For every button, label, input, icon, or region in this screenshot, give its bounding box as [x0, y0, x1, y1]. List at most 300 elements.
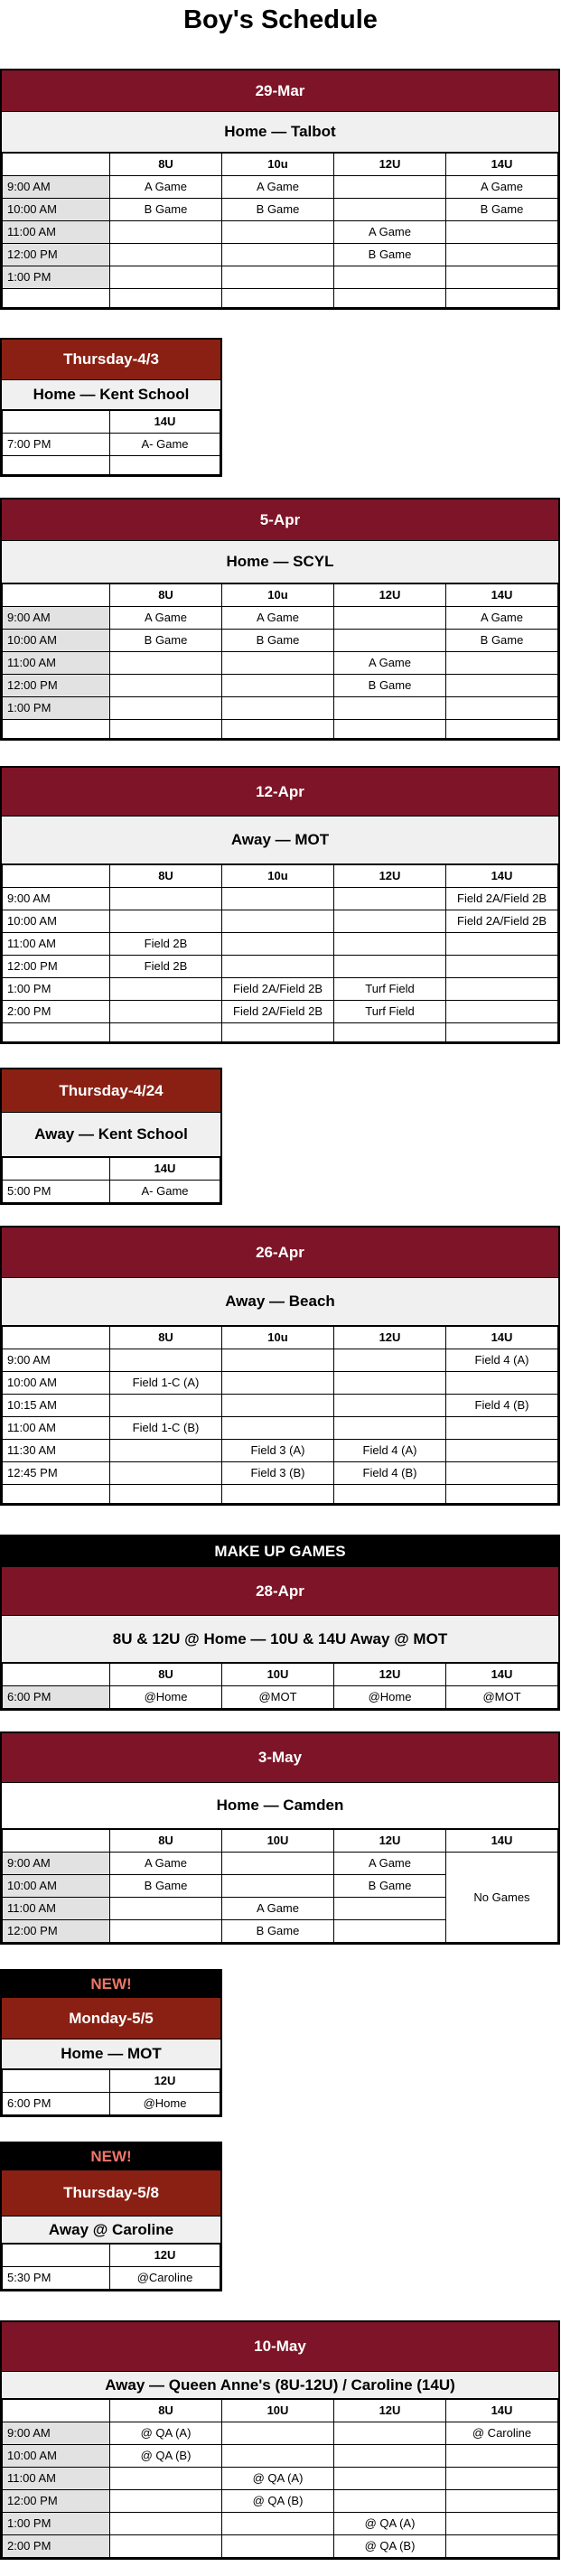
game-cell	[110, 2490, 222, 2513]
time-cell: 12:00 PM	[3, 244, 110, 266]
game-cell	[222, 2535, 334, 2558]
schedule-block-monday-5-5	[0, 1969, 222, 2117]
table-row	[3, 176, 558, 199]
column-header: 14U	[446, 154, 558, 176]
column-header: 14U	[446, 584, 558, 607]
column-header: 8U	[110, 865, 222, 888]
game-cell	[222, 888, 334, 910]
location-header: Away — MOT	[2, 817, 558, 864]
column-header: 8U	[110, 154, 222, 176]
schedule-block-26-apr	[0, 1226, 560, 1506]
game-cell	[222, 1875, 334, 1898]
time-cell: 12:00 PM	[3, 1920, 110, 1943]
location-header: Away — Kent School	[2, 1113, 220, 1157]
location-header: Away — Queen Anne's (8U-12U) / Caroline (14U)	[2, 2372, 558, 2399]
game-cell: Field 2B	[110, 933, 222, 956]
date-header: Thursday-4/24	[2, 1069, 220, 1113]
schedule-block-3-may	[0, 1731, 560, 1945]
game-cell	[110, 1898, 222, 1920]
game-cell: Turf Field	[334, 978, 446, 1001]
time-cell: 2:00 PM	[3, 1001, 110, 1023]
game-cell: @ QA (A)	[334, 2513, 446, 2535]
game-cell: A Game	[110, 607, 222, 630]
table-row	[3, 1462, 558, 1485]
game-cell	[334, 199, 446, 221]
game-cell	[222, 244, 334, 266]
game-cell	[334, 1349, 446, 1372]
game-cell	[446, 652, 558, 675]
corner-cell	[3, 1664, 110, 1686]
game-cell: Field 2A/Field 2B	[446, 910, 558, 933]
game-cell	[222, 266, 334, 289]
column-header-row	[3, 411, 220, 434]
time-cell: 12:00 PM	[3, 2490, 110, 2513]
game-cell: Field 4 (A)	[334, 1440, 446, 1462]
game-cell: Field 3 (A)	[222, 1440, 334, 1462]
schedule-table	[2, 2244, 220, 2290]
column-header: 8U	[110, 1664, 222, 1686]
time-cell: 9:00 AM	[3, 176, 110, 199]
time-cell: 11:30 AM	[3, 1440, 110, 1462]
schedule-block-12-apr	[0, 766, 560, 1044]
column-header: 14U	[446, 1664, 558, 1686]
date-header: 26-Apr	[2, 1227, 558, 1278]
game-cell: @ QA (B)	[334, 2535, 446, 2558]
column-header: 14U	[110, 411, 220, 434]
game-cell	[110, 244, 222, 266]
column-header: 12U	[110, 2245, 220, 2267]
game-cell: A Game	[222, 607, 334, 630]
column-header-row	[3, 2400, 558, 2422]
column-header: 10U	[222, 1664, 334, 1686]
table-row	[3, 2513, 558, 2535]
game-cell: Field 4 (A)	[446, 1349, 558, 1372]
table-row	[3, 2468, 558, 2490]
game-cell	[222, 697, 334, 720]
column-header: 12U	[334, 865, 446, 888]
table-row	[3, 2535, 558, 2558]
time-cell: 10:00 AM	[3, 630, 110, 652]
location-header: Home — Camden	[2, 1783, 558, 1829]
game-cell: A Game	[334, 1853, 446, 1875]
game-cell	[110, 1920, 222, 1943]
game-cell	[222, 1853, 334, 1875]
column-header: 14U	[446, 1327, 558, 1349]
game-cell	[334, 910, 446, 933]
table-row	[3, 630, 558, 652]
table-row	[3, 697, 558, 720]
game-cell	[110, 2513, 222, 2535]
time-cell: 10:00 AM	[3, 1875, 110, 1898]
column-header: 14U	[110, 1158, 220, 1181]
game-cell: B Game	[334, 244, 446, 266]
game-cell	[334, 1395, 446, 1417]
time-cell: 9:00 AM	[3, 888, 110, 910]
game-cell	[222, 933, 334, 956]
spacer-row	[3, 1023, 558, 1042]
column-header: 14U	[446, 1830, 558, 1853]
game-cell	[334, 607, 446, 630]
table-row	[3, 956, 558, 978]
game-cell: A- Game	[110, 434, 220, 456]
game-cell	[446, 956, 558, 978]
location-header: Home — SCYL	[2, 541, 558, 583]
table-row	[3, 1372, 558, 1395]
game-cell	[334, 2422, 446, 2445]
table-row	[3, 1349, 558, 1372]
game-cell	[110, 1395, 222, 1417]
time-cell: 9:00 AM	[3, 2422, 110, 2445]
table-row	[3, 2093, 220, 2115]
column-header: 12U	[334, 154, 446, 176]
game-cell	[334, 176, 446, 199]
game-cell: Field 2A/Field 2B	[446, 888, 558, 910]
game-cell	[446, 978, 558, 1001]
game-cell	[446, 2468, 558, 2490]
game-cell	[334, 2468, 446, 2490]
column-header: 10u	[222, 865, 334, 888]
time-cell: 1:00 PM	[3, 2513, 110, 2535]
game-cell: @Home	[334, 1686, 446, 1709]
game-cell: Field 3 (B)	[222, 1462, 334, 1485]
time-cell: 12:45 PM	[3, 1462, 110, 1485]
game-cell	[222, 1417, 334, 1440]
game-cell	[110, 652, 222, 675]
game-cell	[110, 1462, 222, 1485]
game-cell	[446, 1372, 558, 1395]
time-cell: 6:00 PM	[3, 1686, 110, 1709]
table-row	[3, 2445, 558, 2468]
game-cell	[446, 1001, 558, 1023]
game-cell	[110, 978, 222, 1001]
table-row	[3, 266, 558, 289]
column-header: 8U	[110, 584, 222, 607]
column-header: 8U	[110, 1830, 222, 1853]
game-cell	[110, 2468, 222, 2490]
game-cell	[446, 244, 558, 266]
column-header: 10U	[222, 1830, 334, 1853]
column-header: 12U	[110, 2070, 220, 2093]
table-row	[3, 675, 558, 697]
game-cell	[110, 1001, 222, 1023]
time-cell: 6:00 PM	[3, 2093, 110, 2115]
game-cell	[110, 675, 222, 697]
game-cell	[222, 2513, 334, 2535]
column-header-row	[3, 584, 558, 607]
corner-cell	[3, 1830, 110, 1853]
game-cell: A Game	[110, 176, 222, 199]
time-cell: 11:00 AM	[3, 1417, 110, 1440]
game-cell: Field 2A/Field 2B	[222, 978, 334, 1001]
game-cell	[222, 910, 334, 933]
date-header: 3-May	[2, 1733, 558, 1783]
time-cell: 11:00 AM	[3, 2468, 110, 2490]
table-row	[3, 1440, 558, 1462]
time-cell: 11:00 AM	[3, 933, 110, 956]
schedule-table	[2, 153, 558, 308]
column-header: 12U	[334, 2400, 446, 2422]
page-title: Boy's Schedule	[183, 5, 378, 34]
game-cell: B Game	[222, 1920, 334, 1943]
game-cell	[446, 697, 558, 720]
new-banner: NEW!	[2, 1971, 220, 1998]
game-cell	[110, 266, 222, 289]
game-cell	[222, 1395, 334, 1417]
time-cell: 11:00 AM	[3, 652, 110, 675]
game-cell: B Game	[222, 630, 334, 652]
schedule-block-5-apr	[0, 498, 560, 741]
schedule-block-thursday-5-8	[0, 2142, 222, 2291]
game-cell: @Home	[110, 1686, 222, 1709]
game-cell	[334, 1372, 446, 1395]
time-cell: 1:00 PM	[3, 978, 110, 1001]
game-cell: Field 2B	[110, 956, 222, 978]
time-cell: 2:00 PM	[3, 2535, 110, 2558]
column-header: 10U	[222, 2400, 334, 2422]
game-cell: @ QA (B)	[110, 2445, 222, 2468]
game-cell: @ Caroline	[446, 2422, 558, 2445]
game-cell	[110, 1349, 222, 1372]
table-row	[3, 1181, 220, 1203]
table-row	[3, 1001, 558, 1023]
game-cell: @Home	[110, 2093, 220, 2115]
time-cell: 12:00 PM	[3, 956, 110, 978]
column-header: 10u	[222, 1327, 334, 1349]
table-row	[3, 221, 558, 244]
game-cell: Field 4 (B)	[334, 1462, 446, 1485]
game-cell	[334, 1920, 446, 1943]
schedule-table	[2, 1663, 558, 1709]
game-cell	[446, 1462, 558, 1485]
table-row	[3, 2267, 220, 2290]
schedule-table	[2, 410, 220, 475]
game-cell	[222, 675, 334, 697]
table-row	[3, 1417, 558, 1440]
game-cell	[110, 221, 222, 244]
game-cell: B Game	[446, 630, 558, 652]
date-header: 28-Apr	[2, 1567, 558, 1616]
table-row	[3, 2490, 558, 2513]
game-cell	[110, 888, 222, 910]
table-row	[3, 607, 558, 630]
game-cell	[446, 2490, 558, 2513]
date-header: 5-Apr	[2, 499, 558, 541]
schedule-table	[2, 583, 558, 739]
column-header: 12U	[334, 1327, 446, 1349]
table-row	[3, 2422, 558, 2445]
game-cell	[110, 910, 222, 933]
game-cell	[110, 697, 222, 720]
column-header-row	[3, 2070, 220, 2093]
time-cell: 10:00 AM	[3, 2445, 110, 2468]
column-header: 14U	[446, 865, 558, 888]
time-cell: 11:00 AM	[3, 221, 110, 244]
game-cell	[334, 630, 446, 652]
game-cell	[222, 1372, 334, 1395]
game-cell: Field 1-C (B)	[110, 1417, 222, 1440]
game-cell	[334, 933, 446, 956]
time-cell: 10:00 AM	[3, 910, 110, 933]
column-header: 12U	[334, 584, 446, 607]
column-header-row	[3, 1830, 558, 1853]
game-cell	[446, 221, 558, 244]
game-cell: A Game	[446, 176, 558, 199]
time-cell: 7:00 PM	[3, 434, 110, 456]
time-cell: 9:00 AM	[3, 1349, 110, 1372]
game-cell: A Game	[222, 1898, 334, 1920]
table-row	[3, 978, 558, 1001]
column-header: 10u	[222, 584, 334, 607]
time-cell: 10:00 AM	[3, 199, 110, 221]
game-cell: A Game	[334, 652, 446, 675]
location-header: 8U & 12U @ Home — 10U & 14U Away @ MOT	[2, 1616, 558, 1663]
game-cell	[446, 2445, 558, 2468]
new-banner: NEW!	[2, 2143, 220, 2170]
game-cell: @MOT	[222, 1686, 334, 1709]
table-row	[3, 434, 220, 456]
schedule-block-10-may	[0, 2320, 560, 2560]
table-row	[3, 199, 558, 221]
corner-cell	[3, 411, 110, 434]
game-cell: Field 1-C (A)	[110, 1372, 222, 1395]
table-row	[3, 1686, 558, 1709]
location-header: Home — Talbot	[2, 112, 558, 153]
date-header: 12-Apr	[2, 768, 558, 817]
column-header-row	[3, 1664, 558, 1686]
game-cell: B Game	[334, 1875, 446, 1898]
game-cell: A Game	[222, 176, 334, 199]
schedule-table	[2, 1157, 220, 1203]
game-cell	[334, 266, 446, 289]
game-cell: B Game	[110, 630, 222, 652]
schedule-block-29-mar	[0, 69, 560, 310]
spacer-row	[3, 456, 220, 475]
location-header: Home — MOT	[2, 2039, 220, 2069]
no-games-cell: No Games	[446, 1853, 558, 1943]
game-cell: @ QA (B)	[222, 2490, 334, 2513]
location-header: Home — Kent School	[2, 380, 220, 410]
column-header: 14U	[446, 2400, 558, 2422]
game-cell	[446, 933, 558, 956]
make-up-games-banner: MAKE UP GAMES	[2, 1536, 558, 1567]
game-cell	[446, 1417, 558, 1440]
game-cell	[446, 2535, 558, 2558]
game-cell: Field 2A/Field 2B	[222, 1001, 334, 1023]
schedule-table	[2, 2399, 558, 2558]
column-header-row	[3, 1158, 220, 1181]
game-cell	[334, 1417, 446, 1440]
time-cell: 9:00 AM	[3, 607, 110, 630]
game-cell	[222, 2445, 334, 2468]
game-cell	[334, 1898, 446, 1920]
game-cell	[446, 2513, 558, 2535]
game-cell: @ QA (A)	[222, 2468, 334, 2490]
game-cell	[110, 1440, 222, 1462]
time-cell: 1:00 PM	[3, 266, 110, 289]
column-header: 12U	[334, 1664, 446, 1686]
corner-cell	[3, 2245, 110, 2267]
schedule-table	[2, 1326, 558, 1504]
corner-cell	[3, 2400, 110, 2422]
game-cell	[446, 266, 558, 289]
time-cell: 11:00 AM	[3, 1898, 110, 1920]
date-header: 10-May	[2, 2322, 558, 2372]
corner-cell	[3, 1158, 110, 1181]
game-cell	[222, 652, 334, 675]
corner-cell	[3, 584, 110, 607]
game-cell	[334, 2445, 446, 2468]
schedule-table	[2, 1829, 558, 1943]
game-cell: @ QA (A)	[110, 2422, 222, 2445]
table-row	[3, 933, 558, 956]
game-cell: @Caroline	[110, 2267, 220, 2290]
date-header: Monday-5/5	[2, 1998, 220, 2039]
column-header: 12U	[334, 1830, 446, 1853]
time-cell: 1:00 PM	[3, 697, 110, 720]
game-cell: A Game	[334, 221, 446, 244]
corner-cell	[3, 154, 110, 176]
location-header: Away — Beach	[2, 1278, 558, 1326]
corner-cell	[3, 865, 110, 888]
spacer-row	[3, 289, 558, 308]
date-header: Thursday-4/3	[2, 340, 220, 380]
spacer-row	[3, 1485, 558, 1504]
game-cell	[110, 2535, 222, 2558]
column-header-row	[3, 154, 558, 176]
time-cell: 10:15 AM	[3, 1395, 110, 1417]
column-header: 10u	[222, 154, 334, 176]
game-cell: @MOT	[446, 1686, 558, 1709]
game-cell: B Game	[222, 199, 334, 221]
table-row	[3, 1395, 558, 1417]
schedule-table	[2, 2069, 220, 2115]
game-cell: B Game	[334, 675, 446, 697]
game-cell	[334, 697, 446, 720]
game-cell: A- Game	[110, 1181, 220, 1203]
time-cell: 12:00 PM	[3, 675, 110, 697]
schedule-block-thursday-4-24	[0, 1068, 222, 1205]
game-cell	[222, 2422, 334, 2445]
time-cell: 5:00 PM	[3, 1181, 110, 1203]
corner-cell	[3, 1327, 110, 1349]
time-cell: 10:00 AM	[3, 1372, 110, 1395]
game-cell	[222, 1349, 334, 1372]
game-cell: B Game	[110, 1875, 222, 1898]
game-cell	[334, 2490, 446, 2513]
schedule-block-28-apr	[0, 1535, 560, 1711]
table-row	[3, 652, 558, 675]
game-cell: Turf Field	[334, 1001, 446, 1023]
column-header-row	[3, 1327, 558, 1349]
game-cell	[222, 221, 334, 244]
table-row	[3, 888, 558, 910]
column-header-row	[3, 2245, 220, 2267]
date-header: Thursday-5/8	[2, 2170, 220, 2217]
column-header-row	[3, 865, 558, 888]
schedule-table	[2, 864, 558, 1042]
corner-cell	[3, 2070, 110, 2093]
game-cell: A Game	[446, 607, 558, 630]
game-cell: Field 4 (B)	[446, 1395, 558, 1417]
table-row	[3, 244, 558, 266]
game-cell	[334, 956, 446, 978]
column-header: 8U	[110, 2400, 222, 2422]
game-cell: B Game	[446, 199, 558, 221]
game-cell: B Game	[110, 199, 222, 221]
table-row	[3, 910, 558, 933]
game-cell	[446, 1440, 558, 1462]
time-cell: 9:00 AM	[3, 1853, 110, 1875]
